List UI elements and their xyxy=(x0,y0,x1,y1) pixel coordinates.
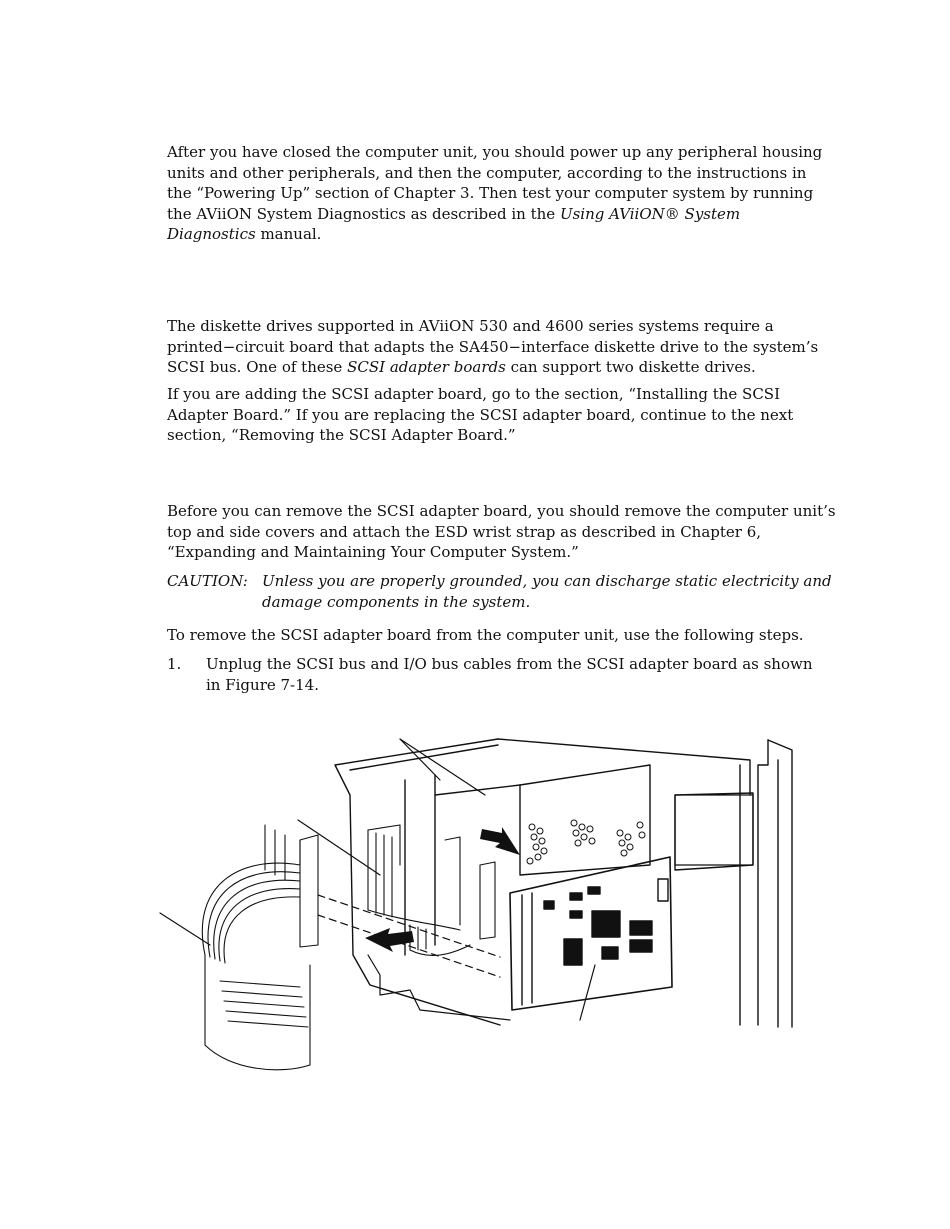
text-line: in Figure 7-14. xyxy=(206,675,319,694)
paragraph-adding-replacing xyxy=(167,384,794,446)
text-line: Before you can remove the SCSI adapter board, you should remove the computer unit’s xyxy=(167,502,836,520)
text-line: damage components in the system. xyxy=(262,592,531,611)
step-text xyxy=(206,654,813,695)
text-line xyxy=(167,204,787,225)
paragraph-power-up xyxy=(167,142,823,245)
chassis-outline xyxy=(335,739,792,1027)
text-line: printed−circuit board that adapts the SA450−interface diskette drive to the system’s xyxy=(167,337,819,356)
paragraph-removal-intro xyxy=(167,625,804,646)
text-line: top and side covers and attach the ESD wrist strap as described in Chapter 6, xyxy=(167,522,762,541)
caution-text xyxy=(262,571,832,612)
text-line: units and other peripherals, and then the computer, according to the instructions in xyxy=(167,163,807,182)
text-line: To remove the SCSI adapter board from the computer unit, use the following steps. xyxy=(167,626,804,644)
text-segment: manual. xyxy=(255,225,322,243)
text-line: After you have closed the computer unit, you should power up any peripheral housing xyxy=(167,143,823,161)
paragraph-diskette-drives xyxy=(167,316,819,378)
text-line: “Expanding and Maintaining Your Computer System.” xyxy=(167,543,579,561)
connector-cluster xyxy=(527,820,645,864)
scsi-ribbon-cable xyxy=(202,825,318,1070)
text-line: The diskette drives supported in AViiON 530 and 4600 series systems require a xyxy=(167,317,774,335)
arrow-icons xyxy=(365,827,520,952)
text-line xyxy=(167,357,787,378)
text-segment: the AViiON System Diagnostics as described in the xyxy=(167,204,560,223)
scsi-adapter-figure xyxy=(150,725,800,1090)
term-italic: SCSI adapter boards xyxy=(347,358,506,376)
text-line: Adapter Board.” If you are replacing the SCSI adapter board, continue to the next xyxy=(167,405,794,424)
manual-title-italic: Using AViiON® System xyxy=(559,204,741,223)
text-line: the “Powering Up” section of Chapter 3. Then test your computer system by running xyxy=(167,184,814,202)
paragraph-before-removal xyxy=(167,501,836,563)
text-line: Unplug the SCSI bus and I/O bus cables from the SCSI adapter board as shown xyxy=(206,655,813,673)
text-segment: SCSI bus. One of these xyxy=(167,358,348,376)
adapter-board xyxy=(510,857,672,1010)
caution-label: CAUTION: xyxy=(167,572,248,590)
text-line xyxy=(167,224,787,245)
step-number: 1. xyxy=(167,655,182,673)
text-segment: can support two diskette drives. xyxy=(505,358,756,376)
text-line: If you are adding the SCSI adapter board, go to the section, “Installing the SCSI xyxy=(167,385,781,403)
text-line: section, “Removing the SCSI Adapter Board.” xyxy=(167,426,516,444)
manual-title-italic: Diagnostics xyxy=(167,225,256,243)
text-line: Unless you are properly grounded, you can discharge static electricity and xyxy=(262,572,832,590)
side-panel xyxy=(675,795,753,865)
